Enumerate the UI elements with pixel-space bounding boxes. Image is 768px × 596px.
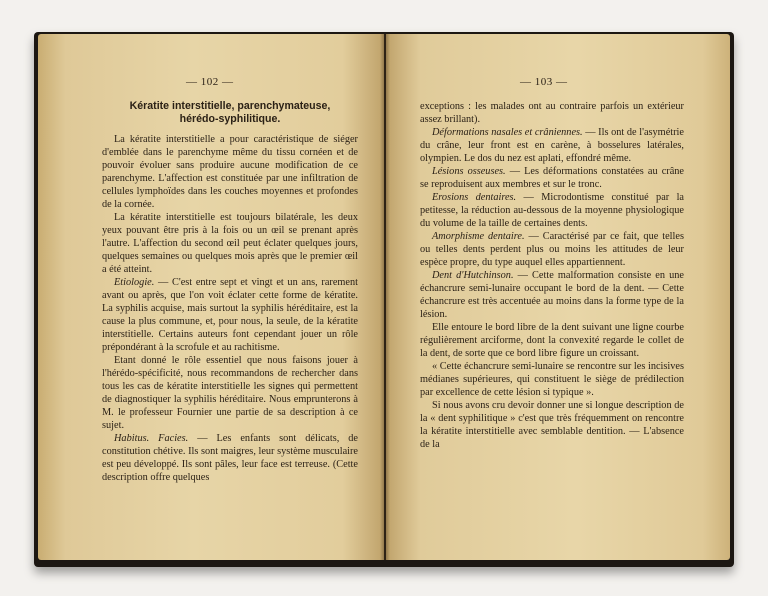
book-gutter — [380, 34, 390, 560]
paragraph: exceptions : les malades ont au contraire parfois un extérieur assez brillant). — [420, 101, 684, 125]
right-page-text — [420, 100, 684, 451]
paragraph: La kératite interstitielle a pour caractéristique de siéger d'emblée dans le parenchyme même du tissu cornéen et de pouvoir évoluer sans produire aucune modification de ce parenchyme. L'affection est constituée par une infiltration de cellules lymphoïdes dans les couches moyennes et profondes de la cornée. — [102, 134, 358, 210]
heading-lesions: Lésions osseuses. — [432, 166, 506, 177]
paragraph: « Cette échancrure semi-lunaire se rencontre sur les incisives médianes supérieures, qui constituent le siège de prédilection par excellence de cette lésion si typique ». — [420, 361, 684, 398]
paragraph-body: — Microdontisme constitué par la petitesse, la réduction au-dessous de la moyenne physiologique du volume de la taille de certaines dents. — [420, 192, 685, 229]
paragraph — [102, 276, 358, 354]
paragraph-body: — Caractérisé par ce fait, que telles ou telles dents perdent plus ou moins les attitudes de leur espèce propre, du type auquel elles appartiennent. — [420, 231, 684, 268]
paragraph-body: — Les enfants sont délicats, de constitution chétive. Ils sont maigres, leur système musculaire est peu développé. Ils sont pâles, leur face est terreuse. (Cette description offre quelques — [102, 433, 358, 483]
paragraph — [420, 126, 684, 165]
paragraph — [420, 191, 684, 230]
section-title — [102, 100, 358, 126]
heading-amorphisme: Amorphisme dentaire. — [432, 231, 525, 242]
heading-erosions: Erosions dentaires. — [432, 192, 517, 203]
paragraph — [420, 165, 684, 191]
left-page — [38, 34, 384, 560]
page-number: — 103 — — [520, 76, 568, 88]
heading-habitus: Habitus. Facies. — [114, 433, 189, 444]
paragraph-body: — Ils ont de l'asymétrie du crâne, leur front est en carène, à bosselures latérales, olympien. Le dos du nez est aplati, effondré même. — [420, 127, 684, 164]
title-line: Kératite interstitielle, parenchymateuse, — [129, 100, 331, 112]
heading-deformations: Déformations nasales et crâniennes. — [432, 127, 583, 138]
paragraph-body: — Cette malformation consiste en une échancrure semi-lunaire occupant le bord de la dent. — Cette échancrure est très accentuée au moins dans la forme type de la lésion. — [420, 270, 684, 320]
title-line: hérédo-syphilitique. — [179, 113, 281, 125]
paragraph: Elle entoure le bord libre de la dent suivant une ligne courbe régulièrement arciforme, dont la convexité regarde le collet de la dent, de sorte que ce bord libre figure un croissant. — [420, 322, 684, 359]
paragraph: La kératite interstitielle est toujours bilatérale, les deux yeux pouvant être pris à la fois ou un œil se prenant après l'autre. L'affection du second œil peut éclater quelques jours, quelques semaines ou quelques mois après que le premier œil a été atteint. — [102, 212, 358, 275]
paragraph: Si nous avons cru devoir donner une si longue description de la « dent syphilitique » c'est que très fréquemment on rencontre la kératite interstitielle avec semblable dentition. — L'absence de la — [420, 400, 684, 450]
right-page — [386, 34, 730, 560]
heading-hutchinson: Dent d'Hutchinson. — [432, 270, 514, 281]
paragraph — [420, 269, 684, 321]
paragraph — [102, 432, 358, 484]
heading-etiologie: Etiologie. — [114, 277, 155, 288]
paragraph — [420, 230, 684, 269]
paragraph-body: — C'est entre sept et vingt et un ans, rarement avant ou après, que l'on voit éclater cette forme de kératite. La syphilis acquise, mais surtout la syphilis héréditaire, est la cause la plus commune, et, pour nous, la seule, de la kératite interstitielle. Certains auteurs font cependant jouer un rôle prépondérant à la scrofule et au rachitisme. — [102, 277, 358, 353]
paragraph: Etant donné le rôle essentiel que nous faisons jouer à l'hérédo-spécificité, nous recommandons de rechercher dans tous les cas de kératite interstitielle les signes qui permettent de diagnostiquer la syphilis héréditaire. Nous emprunterons à M. le professeur Fournier une partie de sa description à ce sujet. — [102, 355, 358, 431]
paragraph-body: — Les déformations constatées au crâne se reproduisent aux membres et sur le tronc. — [420, 166, 684, 190]
page-number: — 102 — — [186, 76, 234, 88]
left-page-text — [102, 100, 358, 484]
